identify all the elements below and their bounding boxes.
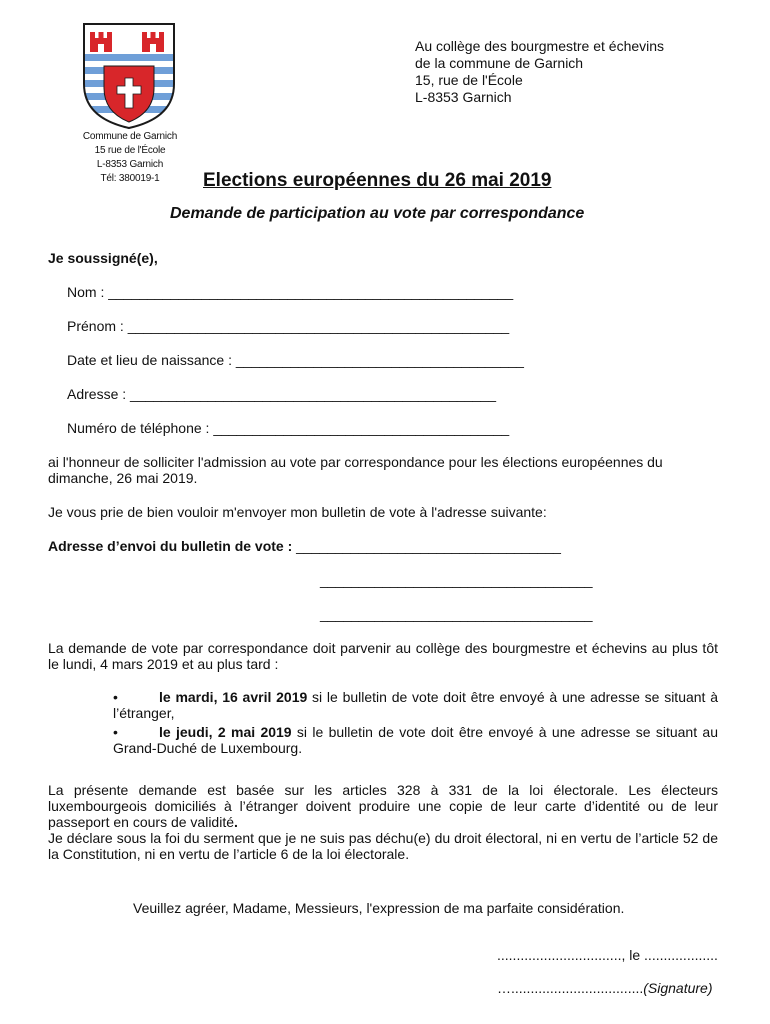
request-paragraph: ai l'honneur de solliciter l'admission au vote par correspondance pour les élections européennes du dimanche, 26 mai 2019.	[48, 454, 663, 486]
recipient-line: Au collège des bourgmestre et échevins	[415, 38, 665, 54]
municipality-address	[70, 130, 190, 186]
legal-text-2: Je déclare sous la foi du serment que je ne suis pas déchu(e) du droit électoral, ni en vertu de l’article 52 de la Constitution, ni en vertu de l’article 6 de la loi électorale.	[48, 830, 718, 862]
municipality-line: L-8353 Garnich	[96, 159, 164, 170]
send-address-row	[48, 538, 561, 554]
closing-formula: Veuillez agréer, Madame, Messieurs, l'expression de ma parfaite considération.	[133, 900, 625, 916]
first-name-field[interactable]: Prénom : _________________________________________________	[67, 318, 510, 334]
recipient-address	[415, 38, 664, 106]
bullet-date: le jeudi, 2 mai 2019	[159, 724, 292, 740]
send-address-field-3[interactable]: ___________________________________	[320, 606, 593, 622]
birth-field[interactable]: Date et lieu de naissance : _____________________________________	[67, 352, 524, 368]
recipient-line: de la commune de Garnich	[415, 55, 584, 71]
recipient-line: 15, rue de l'École	[415, 72, 523, 88]
municipality-line: Tél: 380019-1	[100, 173, 160, 184]
municipality-line: Commune de Garnich	[82, 131, 178, 142]
coat-of-arms-icon	[82, 22, 176, 130]
phone-field[interactable]: Numéro de téléphone : ______________________________________	[67, 420, 510, 436]
legal-text-1: La présente demande est basée sur les articles 328 à 331 de la loi électorale. Les électeurs luxembourgeois domiciliés à l’étranger doivent produire une copie de leur carte d’identité ou de leur passeport en cours de validité	[48, 782, 718, 830]
signature-label: (Signature)	[643, 980, 713, 996]
bullet-mark: •	[113, 689, 118, 705]
send-paragraph: Je vous prie de bien vouloir m'envoyer mon bulletin de vote à l'adresse suivante:	[48, 504, 547, 520]
signature-dots: …..................................	[497, 980, 644, 996]
deadline-bullet-abroad	[113, 689, 718, 721]
bullet-date: le mardi, 16 avril 2019	[159, 689, 308, 705]
address-field[interactable]: Adresse : _______________________________________________	[67, 386, 496, 402]
municipality-line: 15 rue de l'École	[94, 145, 166, 156]
deadline-bullet-luxembourg	[113, 724, 718, 756]
document-title: Elections européennes du 26 mai 2019	[203, 170, 552, 191]
bullet-text: si le bulletin de vote doit être envoyé à une adresse se situant au Grand-Duché de Luxembourg.	[113, 724, 718, 756]
document-subtitle: Demande de participation au vote par correspondance	[170, 205, 585, 222]
send-address-label: Adresse d’envoi du bulletin de vote :	[48, 538, 297, 554]
place-date-field[interactable]: ................................, le ...................	[497, 947, 718, 963]
name-field[interactable]: Nom : ____________________________________________________	[67, 284, 514, 300]
bullet-text: si le bulletin de vote doit être envoyé à une adresse se situant à l’étranger,	[113, 689, 718, 721]
bullet-mark: •	[113, 724, 118, 740]
signature-field[interactable]	[497, 980, 713, 996]
legal-text-1-end: .	[234, 814, 238, 830]
send-address-field-2[interactable]: ___________________________________	[320, 572, 593, 588]
undersigned-label: Je soussigné(e),	[48, 250, 158, 266]
deadline-paragraph: La demande de vote par correspondance doit parvenir au collège des bourgmestre et échevins au plus tôt le lundi, 4 mars 2019 et au plus tard :	[48, 640, 718, 672]
legal-paragraph	[48, 782, 718, 862]
send-address-field[interactable]: __________________________________	[296, 538, 561, 554]
recipient-line: L-8353 Garnich	[415, 89, 512, 105]
